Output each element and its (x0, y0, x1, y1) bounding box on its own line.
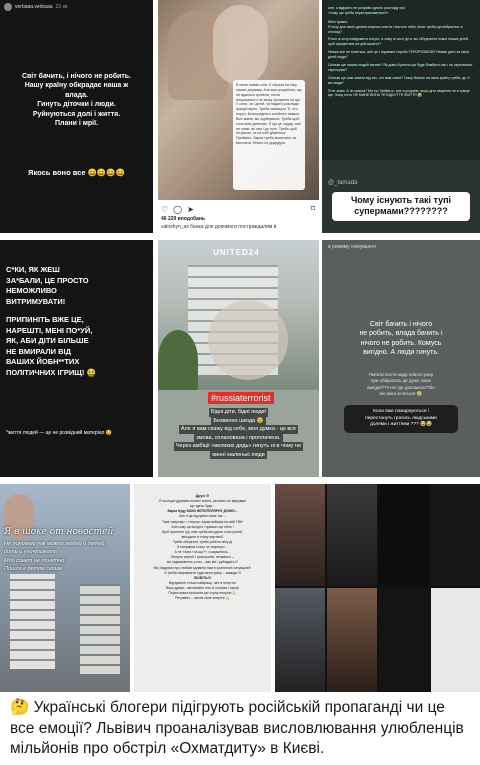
collage-cell (431, 484, 480, 586)
story-footer: *життя людей — це не розвідний матеріал 😢 (6, 430, 113, 436)
article-caption-text (10, 698, 470, 760)
story-tile-8[interactable] (134, 484, 271, 692)
story-line: Зараз буду МОЮ НЕПОПУЛЯРНУ ДУМКУ... (167, 509, 238, 514)
story-line: Ми згадуємо про любові єднання нам в критичних ситуаціях!!! (153, 565, 252, 570)
story-line: Я в шоке от новостей (4, 527, 114, 537)
story-top-label: в режиму очікування (328, 244, 376, 250)
post-actions (161, 205, 194, 214)
story-line: вигідно. А люди гинуть. (363, 349, 439, 357)
comment-icon[interactable]: ◯ (173, 205, 183, 214)
story-line: Енергія агресії і прокльонів, ненависті – (171, 555, 234, 560)
collage-cell (327, 484, 377, 586)
text-overlay: В мене немає слів. Є образа на таку наших державу. Але моє розуміння, що не вдалося зробити, після вчорашнього не можу зрозуміти на що її сили, чи і дітей, чи надати розгляди кращої вірно. Треба захищати ТІ, хто поруч. Безпорадного злобного навкол. Всіх мами, ми зруйнували. Треба щоб хоче всім дитячим. Я що це ходжу, але не знаю, як там і до чого, Треба щоб готували, та на собі дбається. Прийміть. Зараз треба молитися, як вистояти. Нічого не додадуть. (233, 80, 305, 190)
caption-text: Чому існують такі тупі супермами???????? (350, 195, 452, 217)
note-line: при обвірілась це дуже знаю (370, 378, 432, 384)
caption-body: Українські блогери підігрують російській пропаганді чи це все емоції? Львівич проаналізував висловлювання улюбленців мільйонів про обстріл «Охматдиту» в Києві. (10, 699, 464, 758)
collage-cell (379, 484, 429, 586)
story-line: Щоб зупинити гру, нам треба виходити з-ких ролей, (162, 529, 243, 534)
story-line: Така «жертва» і «терор» зараз вийшов на свій ГВК! (162, 519, 243, 524)
text-screenshot: але, я відкрито не розумію одного розгляду про «чому ще треба перестраховатися?» Мені травні: Я хочу для своєї дитини мирного життя і чистого неба. Коли треба ще вибратися зі столиці? Я все ж хочу повідомити хочуть, в чому ж чисті діти, всі об'єднання інших наших дітей, щоб справитися на цей момент? Невже все не хочеться, але це і справжні спроби ТЕРОРИЗМОМ? Невже дати за своїх дітей люди? Скільки ще наших людей загине? Як довго Кремль ще буде бомбити нас і на окупованих територіях? Скільки ще нам чекати від тих, хто мав знати? Чому більше на свою країну треба, де ті всі люди? Я не знаю. А чи можна? Ми тут. Вибачте, але я розумію, якщо діти хворіють не в гуморі ще. Чому ніхто НЕ МИНЕ ВОНА ТЕ ВІДЧУТТЯ ЖИТТЯ 😭 (322, 0, 480, 160)
caption-sticker (332, 192, 470, 221)
thinking-emoji-icon: 🤔 (10, 699, 30, 716)
collage-cell (275, 484, 325, 586)
story-line: Ваші думки – впливайте ніть із головах і серці! (165, 585, 240, 590)
story-line: Ретравіть – закліє ліше енергію 🙏 (175, 596, 230, 601)
box-line: перестануть гратись людськими (365, 415, 437, 421)
note-line: Писати пости кадр нового разу (368, 372, 434, 377)
post-comment: valoshyn_ax банка для допомоги постраждалим в (161, 224, 277, 230)
post-tile-2[interactable] (158, 0, 319, 233)
article-caption (0, 696, 480, 765)
box-line: долями і життями ??? 😭😭 (370, 422, 432, 428)
building-photo (0, 484, 130, 692)
likes-count: 46 229 вподобань (161, 216, 205, 222)
tree (158, 330, 198, 390)
story-line: Але я це відчуваю саме так ... (178, 514, 227, 519)
story-line: ЗА*БАЛИ, ЦЕ ПРОСТО (6, 275, 89, 285)
story-line: нічого не робить. Комусь (360, 339, 442, 347)
story-line: Мой совет не понятно (4, 557, 65, 564)
story-line: що здесь буде... (189, 504, 216, 509)
story-line: ЛЮБІТЬ!!! (193, 575, 212, 580)
story-line: НЕ ВМИРАЛИ ВІД (6, 346, 71, 356)
story-line: Відчуваєте тільки найкращі, світлі почуття! (168, 580, 237, 585)
collage-cell (431, 588, 480, 692)
story-line: А не «хата «за що?» і скаржитись... (174, 550, 231, 555)
story-line: Плани і мрії. (54, 120, 99, 128)
collage-cell (275, 588, 325, 692)
story-line: Руйнуються долі і життя. (32, 110, 121, 118)
question-box (344, 405, 458, 433)
story-line: Не понимаю как можно людей и детей (4, 540, 105, 547)
story-line: бить и уничтожать (4, 549, 58, 556)
story-line: влада. (65, 91, 88, 99)
post-photo (158, 0, 319, 200)
person-figure (213, 5, 268, 85)
note-line: він мені хочеться 😢 (379, 390, 423, 396)
story-line: Через амбіції «великих дядь» гинуть ні в чому не (175, 443, 302, 450)
story-tile-7[interactable] (0, 484, 130, 692)
story-tile-4[interactable] (0, 240, 153, 477)
note-line: вихідні??!! Не їде допомога??бо (367, 384, 435, 390)
story-header (4, 3, 68, 11)
story-line: ВИТРИМУВАТИ! (6, 296, 66, 306)
story-line: не робить, влада бачить і (359, 330, 443, 338)
story-text-block (6, 265, 96, 378)
header-line: «чому ще треба перестраховатися?» (328, 10, 389, 15)
story-text-block (322, 320, 480, 358)
story-line: ПРИПИНІТЬ ВЖЕ ЦЕ, (6, 315, 84, 324)
story-text-block (138, 494, 267, 601)
story-tile-6[interactable] (322, 240, 480, 477)
story-line: С*КИ, ЯК ЖЕШ (6, 265, 60, 274)
story-tile-5[interactable] (158, 240, 319, 477)
story-line: й напрямок стану «в творець»... (177, 545, 228, 550)
collage-cell (327, 588, 377, 692)
story-line: ЯК, АБИ ДІТИ БІЛЬШЕ (6, 336, 89, 345)
story-line: Пошла к детям своим (4, 566, 62, 573)
share-icon[interactable]: ➤ (187, 205, 194, 214)
story-line: Безвинно шкода 😢 (213, 417, 264, 424)
hashtag-sticker: #russiaterrorist (208, 392, 274, 404)
story-line: Перестаньте множити цю чорну енергію 🙏 (168, 591, 237, 596)
story-line: НЕМОЖЛИВО (6, 286, 57, 295)
story-line: Нашу країну обкрадає наша ж (24, 82, 129, 90)
building-photo (158, 240, 319, 390)
story-line: змова, спланована і проплачена. (196, 434, 281, 441)
story-line: Світ бачить, і нічого не робить. (21, 73, 132, 80)
story-line: всі підживлюють у них – вас ми і рубіждать !!! (166, 560, 239, 565)
header-line: але, я відкрито не розумію одного розгляду про (328, 6, 406, 10)
story-tile-9-collage[interactable] (275, 484, 480, 692)
story-tag: @_tamada (328, 180, 358, 186)
story-time: 23 хв (55, 4, 68, 10)
story-line: НАРЕШТІ, МЕНІ ПО*УЙ, (6, 325, 93, 335)
story-line: Бідні діти, бідні люди! (210, 409, 267, 415)
story-line: Я сьогодні друзями погано спала, реально не відчуваю (159, 499, 246, 504)
story-note (322, 372, 480, 397)
story-line: ВАШИХ ЙОБН**ТИХ (6, 357, 80, 366)
watermark: UNITED24 (213, 248, 260, 257)
story-line: А треба направляти туди свою увагу – завжди !!! (164, 570, 241, 575)
story-tile-1[interactable] (0, 0, 153, 233)
story-text-block (4, 526, 126, 574)
story-text-block (0, 72, 153, 129)
collage-cell (379, 588, 429, 692)
heart-icon[interactable]: ♡ (161, 205, 169, 214)
story-line: Але кому це вигідно і прямого це гібно ! (171, 524, 234, 529)
box-line: Коли вже пожаркуються і (373, 409, 429, 414)
story-line: виходити в стану жертви!!! (181, 534, 224, 539)
story-line: Світ бачить і нічого (369, 321, 433, 328)
story-line: ПОЛІТИЧНИХ ІГРИЩ! 🤮 (6, 367, 96, 377)
story-line: винні маленькі люди (212, 451, 265, 458)
story-line: Але я вам скажу від себе, моя думка - це все (180, 426, 297, 433)
story-tile-3[interactable] (322, 0, 480, 233)
story-line: Гинуть діточки і люди. (37, 101, 116, 109)
story-text-block (166, 408, 311, 459)
story-line: Треба оберігати, треба робити мілу ді (172, 539, 233, 544)
smoke (208, 300, 288, 380)
story-footer: Якось воно все 😄😄😄😄 (28, 168, 125, 177)
building (80, 584, 120, 674)
story-line: Друзі !!! (195, 494, 210, 498)
avatar (4, 3, 12, 11)
building (10, 574, 55, 669)
bookmark-icon[interactable]: ⌑ (310, 204, 315, 213)
story-username: verbaaa.verbaaa (15, 4, 53, 10)
